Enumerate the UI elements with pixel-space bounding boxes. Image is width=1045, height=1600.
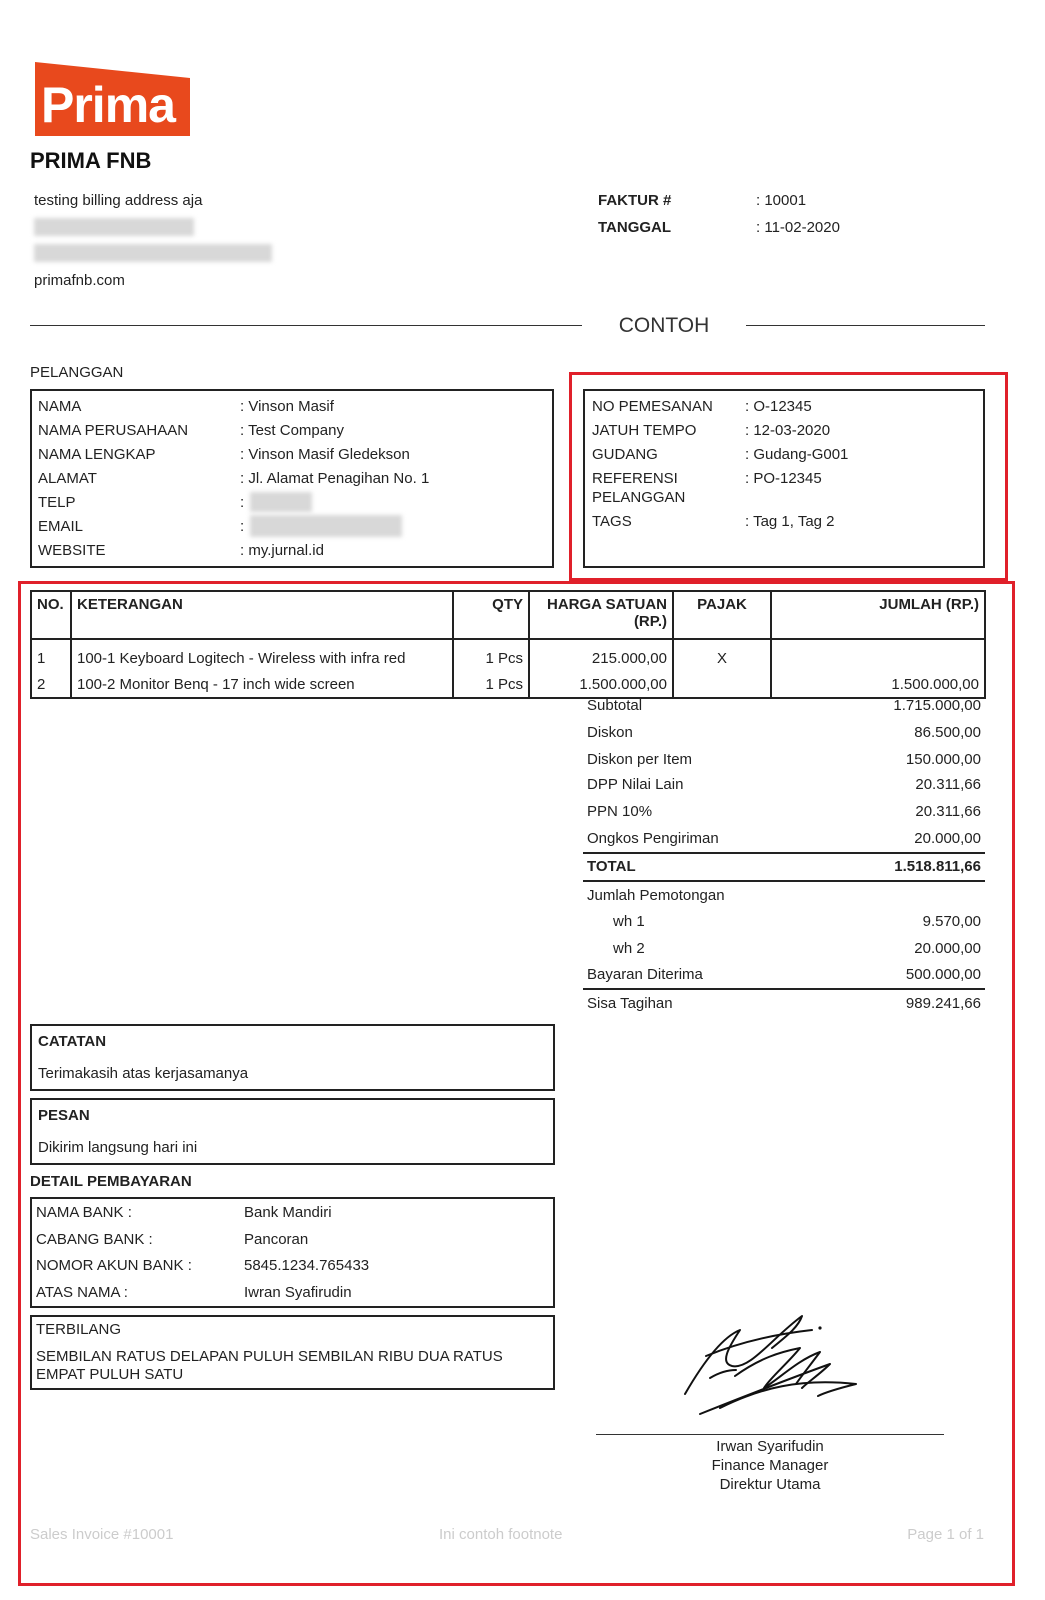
website-label: WEBSITE bbox=[38, 542, 106, 559]
invoice-number-value: : 10001 bbox=[756, 192, 807, 209]
company-label: NAMA PERUSAHAAN bbox=[38, 422, 189, 439]
row-no: 1 bbox=[31, 639, 71, 671]
signatory-title-2: Direktur Utama bbox=[719, 1476, 821, 1493]
signatory-name: Irwan Syarifudin bbox=[716, 1438, 824, 1455]
due-date-value: : 12-03-2020 bbox=[745, 422, 831, 439]
amount-in-words-line1: SEMBILAN RATUS DELAPAN PULUH SEMBILAN RIBU DUA RATUS bbox=[36, 1348, 503, 1365]
account-holder-label: ATAS NAMA : bbox=[36, 1284, 128, 1301]
row-unit-price: 1.500.000,00 bbox=[529, 671, 673, 698]
order-number-value: : O-12345 bbox=[745, 398, 812, 415]
summary-discount: Diskon 86.500,00 bbox=[587, 724, 981, 741]
document-type-label: CONTOH bbox=[618, 314, 710, 337]
customer-reference-label-line2: PELANGGAN bbox=[592, 489, 686, 506]
items-table-header bbox=[31, 591, 985, 639]
row-description: 100-2 Monitor Benq - 17 inch wide screen bbox=[71, 671, 453, 698]
invoice-date-value: : 11-02-2020 bbox=[756, 219, 840, 236]
row-unit-price: 215.000,00 bbox=[529, 639, 673, 671]
total-top-rule bbox=[583, 852, 985, 854]
row-tax bbox=[673, 671, 771, 698]
website-value: : my.jurnal.id bbox=[240, 542, 324, 559]
redacted-email bbox=[250, 515, 402, 537]
notes-title: CATATAN bbox=[38, 1033, 107, 1050]
row-no: 2 bbox=[31, 671, 71, 698]
customer-section-title: PELANGGAN bbox=[30, 364, 124, 381]
bank-branch-label: CABANG BANK : bbox=[36, 1231, 153, 1248]
bank-name-value: Bank Mandiri bbox=[244, 1204, 332, 1221]
row-qty: 1 Pcs bbox=[453, 639, 529, 671]
row-amount bbox=[771, 639, 985, 671]
row-tax: X bbox=[673, 639, 771, 671]
items-table bbox=[30, 590, 986, 699]
message-title: PESAN bbox=[38, 1107, 90, 1124]
signature-dot bbox=[818, 1326, 821, 1329]
account-holder-value: Iwran Syafirudin bbox=[244, 1284, 352, 1301]
logo-text: Prima bbox=[41, 77, 175, 133]
invoice-number-label: FAKTUR # bbox=[598, 192, 672, 209]
customer-reference-label: REFERENSI bbox=[592, 470, 678, 487]
tags-label: TAGS bbox=[592, 513, 632, 530]
col-unit-price: HARGA SATUAN (RP.) bbox=[529, 591, 673, 639]
signature-line bbox=[596, 1434, 944, 1435]
summary-shipping: Ongkos Pengiriman 20.000,00 bbox=[587, 830, 981, 847]
col-no: NO. bbox=[31, 591, 71, 639]
signatory-block bbox=[596, 1437, 944, 1494]
deduction-row: wh 2 20.000,00 bbox=[613, 940, 981, 957]
total-bottom-rule bbox=[583, 880, 985, 882]
bank-branch-value: Pancoran bbox=[244, 1231, 309, 1248]
signatory-title: Finance Manager bbox=[711, 1457, 829, 1474]
warehouse-value: : Gudang-G001 bbox=[745, 446, 849, 463]
invoice-date-label: TANGGAL bbox=[598, 219, 672, 236]
amount-in-words-line2: EMPAT PULUH SATU bbox=[36, 1366, 184, 1383]
tags-value: : Tag 1, Tag 2 bbox=[745, 513, 835, 530]
summary-dpp: DPP Nilai Lain 20.311,66 bbox=[587, 776, 981, 793]
col-description: KETERANGAN bbox=[71, 591, 453, 639]
customer-name-label: NAMA bbox=[38, 398, 82, 415]
email-label: EMAIL bbox=[38, 518, 84, 535]
summary-vat: PPN 10% 20.311,66 bbox=[587, 803, 981, 820]
company-name: PRIMA FNB bbox=[30, 148, 152, 173]
summary-total: TOTAL 1.518.811,66 bbox=[587, 858, 981, 875]
order-number-label: NO PEMESANAN bbox=[592, 398, 713, 415]
account-number-value: 5845.1234.765433 bbox=[244, 1257, 370, 1274]
due-date-label: JATUH TEMPO bbox=[592, 422, 697, 439]
deductions-title: Jumlah Pemotongan bbox=[587, 887, 725, 904]
table-row bbox=[31, 639, 985, 671]
balance-due: Sisa Tagihan 989.241,66 bbox=[587, 995, 981, 1012]
redacted-phone bbox=[250, 492, 312, 512]
payment-received: Bayaran Diterima 500.000,00 bbox=[587, 966, 981, 983]
notes-text: Terimakasih atas kerjasamanya bbox=[38, 1065, 249, 1082]
customer-name-value: : Vinson Masif bbox=[240, 398, 334, 415]
deduction-row: wh 1 9.570,00 bbox=[613, 913, 981, 930]
row-qty: 1 Pcs bbox=[453, 671, 529, 698]
company-website: primafnb.com bbox=[34, 272, 125, 289]
company-logo bbox=[35, 62, 190, 136]
col-amount: JUMLAH (RP.) bbox=[771, 591, 985, 639]
summary-subtotal: Subtotal 1.715.000,00 bbox=[587, 697, 981, 714]
footer-left: Sales Invoice #10001 bbox=[30, 1526, 174, 1543]
balance-rule bbox=[583, 988, 985, 990]
col-tax: PAJAK bbox=[673, 591, 771, 639]
customer-reference-value: : PO-12345 bbox=[745, 470, 822, 487]
full-name-value: : Vinson Masif Gledekson bbox=[240, 446, 410, 463]
divider bbox=[746, 325, 985, 326]
table-row bbox=[31, 671, 985, 698]
address-value: : Jl. Alamat Penagihan No. 1 bbox=[240, 470, 430, 487]
summary-item-discount: Diskon per Item 150.000,00 bbox=[587, 751, 981, 768]
footer-page-number: Page 1 of 1 bbox=[907, 1526, 984, 1543]
phone-label: TELP bbox=[38, 494, 76, 511]
billing-address: testing billing address aja bbox=[34, 192, 203, 209]
company-value: : Test Company bbox=[240, 422, 344, 439]
row-description: 100-1 Keyboard Logitech - Wireless with infra red bbox=[71, 639, 453, 671]
amount-in-words-title: TERBILANG bbox=[36, 1321, 122, 1338]
redacted-address-line bbox=[34, 244, 272, 262]
address-label: ALAMAT bbox=[38, 470, 97, 487]
bank-name-label: NAMA BANK : bbox=[36, 1204, 132, 1221]
phone-value: : bbox=[240, 494, 245, 511]
message-text: Dikirim langsung hari ini bbox=[38, 1139, 198, 1156]
email-value: : bbox=[240, 518, 245, 535]
footer-center: Ini contoh footnote bbox=[439, 1526, 563, 1543]
account-number-label: NOMOR AKUN BANK : bbox=[36, 1257, 192, 1274]
col-qty: QTY bbox=[453, 591, 529, 639]
signature-image bbox=[680, 1308, 870, 1424]
divider bbox=[30, 325, 582, 326]
full-name-label: NAMA LENGKAP bbox=[38, 446, 156, 463]
warehouse-label: GUDANG bbox=[592, 446, 658, 463]
redacted-address-line bbox=[34, 218, 194, 236]
payment-details-title: DETAIL PEMBAYARAN bbox=[30, 1173, 192, 1190]
row-amount: 1.500.000,00 bbox=[771, 671, 985, 698]
